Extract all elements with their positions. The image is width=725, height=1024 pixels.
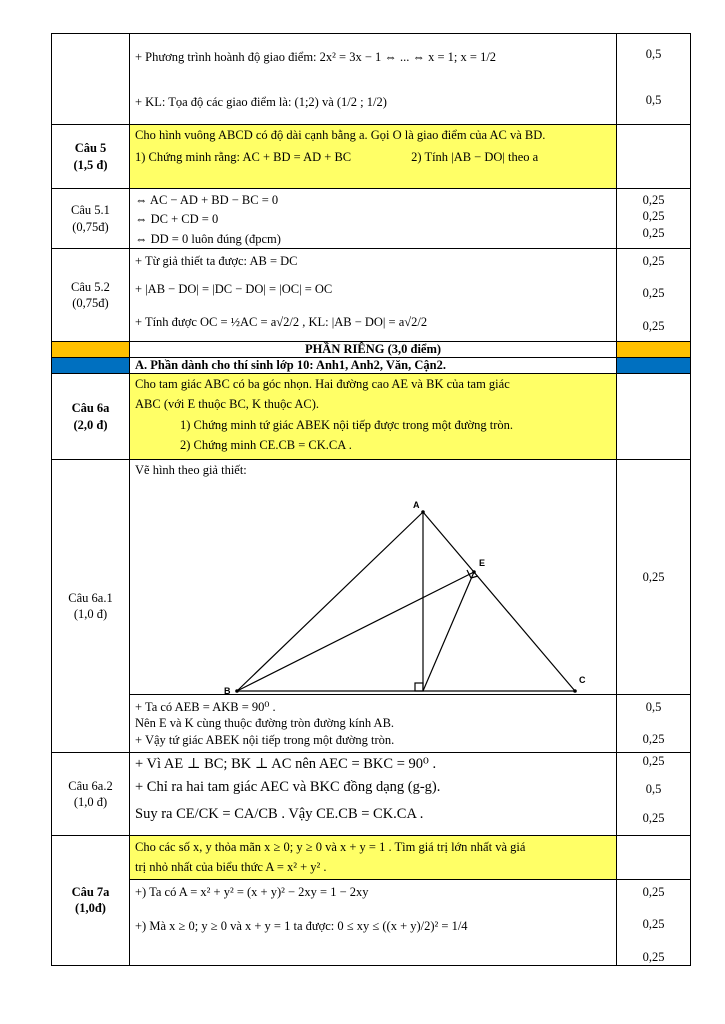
draw-instruction: Vẽ hình theo giả thiết: xyxy=(135,463,247,477)
cau6a-problem: Cho tam giác ABC có ba góc nhọn. Hai đường cao AE và BK của tam giác ABC (với E thuộc BC, K thuộc AC). 1) Chứng minh tứ giác ABEK nội tiếp được trong một đường tròn. 2) Chứng minh CE.CB = CK.CA . xyxy=(130,374,617,460)
figure-score: 0,25 xyxy=(617,460,691,695)
cau5-label: Câu 5 (1,5 đ) xyxy=(52,125,130,189)
label-E: E xyxy=(479,558,486,569)
altitude-BE xyxy=(237,572,474,691)
cau6a-label: Câu 6a (2,0 đ) xyxy=(52,374,130,460)
part-a-title: A. Phần dành cho thí sinh lớp 10: Anh1, Anh2, Văn, Cận2. xyxy=(130,358,617,374)
cau7a-problem: Cho các số x, y thỏa mãn x ≥ 0; y ≥ 0 và x + y = 1 . Tìm giá trị lớn nhất và giá trị nhỏ nhất của biểu thức A = x² + y² . xyxy=(130,836,617,880)
cau51-label: Câu 5.1 (0,75đ) xyxy=(52,189,130,249)
side-AC xyxy=(423,512,575,691)
cau6a1-scores: 0,5 0,25 xyxy=(617,695,691,753)
parta-left xyxy=(52,358,130,374)
intersection-equation: + Phương trình hoành độ giao điểm: 2x² = 3x − 1 ⇔ ... ⇔ x = 1; x = 1/2 xyxy=(135,49,497,64)
problem-questions: 1) Chứng minh rằng: AC + BD = AD + BC 2) Tính |AB − DO| theo a xyxy=(135,150,539,165)
cau6a2-scores: 0,25 0,5 0,25 xyxy=(617,753,691,836)
parta-right xyxy=(617,358,691,374)
cau6a1-label: Câu 6a.1 (1,0 đ) xyxy=(52,460,130,753)
intersection-conclusion: + KL: Tọa độ các giao điểm là: (1;2) và (1/2 ; 1/2) xyxy=(135,94,387,109)
right-angle-K xyxy=(415,683,423,691)
cau52-solution: + Từ giả thiết ta được: AB = DC + |AB − DO| = |DC − DO| = |OC| = OC + Tính được OC = ½AC = a√2/2 , KL: |AB − DO| = a√2/2 xyxy=(130,249,617,342)
score: 0,5 xyxy=(645,93,662,108)
answer-table xyxy=(51,33,691,966)
triangle-figure xyxy=(135,478,595,697)
cau51-solution: ⇔ AC − AD + BD − BC = 0 ⇔ DC + CD = 0 ⇔ DD = 0 luôn đúng (đpcm) xyxy=(130,189,617,249)
cau6a-score-cell xyxy=(617,374,691,460)
score: 0,5 xyxy=(645,47,662,61)
segment-KE xyxy=(423,572,474,691)
rieng-left xyxy=(52,342,130,358)
row1-content xyxy=(130,34,617,125)
row1-label-cell xyxy=(52,34,130,125)
cau5-score-cell xyxy=(617,125,691,189)
cau7a-score-cell xyxy=(617,836,691,880)
cau52-label: Câu 5.2 (0,75đ) xyxy=(52,249,130,342)
section-title: PHẦN RIÊNG (3,0 điểm) xyxy=(130,342,617,358)
label-B: B xyxy=(224,686,231,697)
cau51-scores: 0,25 0,25 0,25 xyxy=(617,189,691,249)
cau5-problem xyxy=(130,125,617,189)
cau7a-solution: +) Ta có A = x² + y² = (x + y)² − 2xy = 1 − 2xy +) Mà x ≥ 0; y ≥ 0 và x + y = 1 ta được: 0 ≤ xy ≤ ((x + y)/2)² = 1/4 xyxy=(130,880,617,966)
side-AB xyxy=(237,512,423,691)
cau6a1-solution: + Ta có AEB = AKB = 90⁰ . Nên E và K cùng thuộc đường tròn đường kính AB. + Vậy tứ giác ABEK nội tiếp trong một đường tròn. xyxy=(130,695,617,753)
label-A: A xyxy=(413,500,420,511)
cau52-scores: 0,25 0,25 0,25 xyxy=(617,249,691,342)
problem-text: Cho hình vuông ABCD có độ dài cạnh bằng a. Gọi O là giao điểm của AC và BD. xyxy=(135,128,546,142)
label-C: C xyxy=(579,675,586,686)
cau6a1-figure-cell xyxy=(130,460,617,695)
cau7a-scores: 0,25 0,25 0,25 xyxy=(617,880,691,966)
cau6a2-label: Câu 6a.2 (1,0 đ) xyxy=(52,753,130,836)
rieng-right xyxy=(617,342,691,358)
cau6a2-solution: + Vì AE ⊥ BC; BK ⊥ AC nên AEC = BKC = 90⁰ . + Chỉ ra hai tam giác AEC và BKC đồng dạng (g-g). Suy ra CE/CK = CA/CB . Vậy CE.CB = CK.CA . xyxy=(130,753,617,836)
row1-scores xyxy=(617,34,691,125)
cau7a-label: Câu 7a (1,0đ) xyxy=(52,836,130,966)
